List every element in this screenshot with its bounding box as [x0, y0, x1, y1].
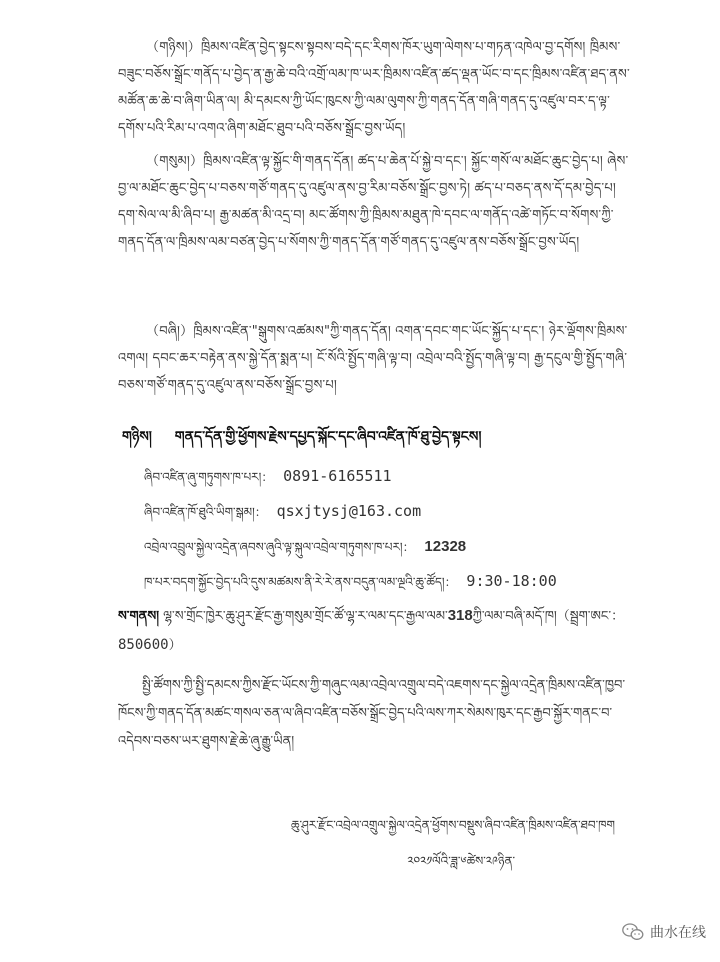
postal-code: 850600 [118, 637, 169, 653]
closing-paragraph: སྤྱི་ཚོགས་ཀྱི་སྤྱི་དམངས་ཀྱིས་རྫོང་ཡོངས་ཀྱི་གཞུང་ལམ་འབྲེལ་འགྲུལ་བདེ་འཇགས་དང་སྐྱེལ་འདྲེན་ཁྲིམས་འཛིན་ཁྱབ་ཁོངས་ཀྱི་གནད་དོན་མཚང་གསལ་ཅན་ལ་ཞིབ་འཛིན་བཅོས་སྒྲོང་བྱེད་པའི་ལས་ཀར་སེམས་ཁུར་དང་རྒྱབ་སྐྱོར་གནང་བ་འདེབས་བཅས་ཡར་ཐུགས་རྗེ་ཆེ་ཞུ་རྒྱུ་ཡིན། [118, 678, 626, 749]
contact-row-email: ཞིབ་འཛིན་ཁོ་ཐུའི་ཡིག་སྒམ།： qsxjtysj@163.com [144, 502, 422, 520]
contact-row-hours: ཁ་པར་བདག་སྐྱོང་བྱེད་པའི་དུས་མཚམས་ནི་རེ་རེ་ནས་བདུན་ལམ་ལྔའི་ཆུ་ཚོད།： 9:30-18:00 [144, 572, 557, 590]
phone-number[interactable]: 0891-6165511 [283, 467, 392, 485]
contact-label: ཞིབ་འཛིན་ཁོ་ཐུའི་ཡིག་སྒམ། [144, 505, 255, 519]
contact-row-hotline: འབྲེལ་འབྲུལ་སྐྱེལ་འདྲེན་ཞབས་ཞུའི་ལྟ་སྐུལ་འབྲེལ་གཏུགས་ཁ་པར།： 12328 [144, 538, 467, 555]
address-text-end: ཀྱི་ལམ་བཞི་མདོ་ཁ།（སྦྲག་ཨང་： [472, 609, 625, 624]
section-heading [122, 420, 481, 460]
signature-organization: ཆུ་ཤུར་རྫོང་འབྲེལ་འགྲུལ་སྐྱེལ་འདྲེན་ཕྱོགས་བསྡུས་ཞིབ་འཛིན་ཁྲིམས་འཛིན་ཐབ་ཁག [290, 818, 615, 832]
address-text-start: ལྷ་ས་གྲོང་ཁྱེར་ཆུ་ཤུར་རྫོང་རྒྱ་གསུམ་གྲོང་ཚོ་ལྷ་ར་ལམ་དང་རྒྱལ་ལམ་ [163, 609, 448, 624]
section-title: གནད་དོན་གྱི་ཕྱོགས་རྗེས་དཔྱད་སྐོང་དང་ཞིབ་འཛིན་ཁོ་ཐུ་བྱེད་སྟངས། [174, 429, 482, 445]
email-address[interactable]: qsxjtysj@163.com [276, 502, 422, 520]
watermark [622, 922, 706, 942]
contact-row-phone: ཞིབ་འཛིན་ཞུ་གཏུགས་ཁ་པར།： 0891-6165511 [144, 467, 392, 485]
signature-date: ༢༠༢༡ལོའི་ཟླ་༦ཚེས་༢༩ཉིན་ [407, 854, 515, 868]
contact-label: ཞིབ་འཛིན་ཞུ་གཏུགས་ཁ་པར། [144, 470, 262, 484]
road-number: 318 [447, 607, 473, 624]
address-block [118, 602, 638, 660]
wechat-icon [622, 923, 644, 941]
paragraph-3: （གསུམ།）ཁྲིམས་འཛིན་ལྟ་སྐྱོང་གི་གནད་དོན། ཚད་པ་ཆེན་པོ་སྐྱེ་བ་དང་། སྐྱོང་གསོ་ལ་མཐོང་ཆུང་བྱེད་པ། ཞེས་བྱ་ལ་མཐོང་ཆུང་བྱེད་པ་བཅས་གཙོ་གནད་དུ་འཛུལ་ནས་བྱ་རིམ་བཅོས་སྒྲོང་བྱས་ཏེ། ཚད་པ་བཅད་ནས་དོ་དམ་བྱེད་པ། དག་སེལ་ལ་མི་ཞིབ་པ། རྒྱ་མཚན་མི་འདྲ་བ། མང་ཚོགས་ཀྱི་ཁྲིམས་མཐུན་ཁེ་དབང་ལ་གནོད་འཚེ་གཏོང་བ་སོགས་ཀྱི་གནད་དོན་ལ་ཁྲིམས་ལམ་བཙན་བྱེད་པ་སོགས་ཀྱི་གནད་དོན་གཙོ་གནད་དུ་འཛུལ་ནས་བཅོས་སྒྲོང་བྱས་ཡོད། [118, 154, 629, 250]
address-label: ས་གནས། [118, 609, 159, 624]
watermark-text: 曲水在线 [650, 925, 706, 941]
office-hours: 9:30-18:00 [466, 572, 557, 590]
address-close: ） [168, 638, 182, 653]
contact-label: ཁ་པར་བདག་སྐྱོང་བྱེད་པའི་དུས་མཚམས་ནི་རེ་རེ་ནས་བདུན་ལམ་ལྔའི་ཆུ་ཚོད། [144, 575, 445, 589]
section-number: གཉིས། [122, 429, 152, 445]
paragraph-4: （བཞི།）ཁྲིམས་འཛིན་"སྒུགས་འཚམས"ཀྱི་གནད་དོན། འགན་དབང་གང་ཡོང་སྐྱོད་པ་དང་། ཉེར་ལྡོགས་ཁྲིམས་འགལ། དབང་ཆར་བརྟེན་ནས་སྐྱེ་དོན་སྨན་པ། ངོ་སོའི་སྤྱོད་གཞི་ལྟ་བ། འབྲེལ་བའི་སྤྱོད་གཞི་ལྟ་བ། རྒྱ་དངུལ་གྱི་སྤྱོད་གཞི་བཅས་གཙོ་གནད་དུ་འཛུལ་ནས་བཅོས་སྒྲོང་བྱས་པ། [118, 324, 628, 393]
hotline-number[interactable]: 12328 [424, 538, 467, 555]
paragraph-2: （གཉིས།）ཁྲིམས་འཛིན་བྱེད་སྟངས་སྟབས་བདེ་དང་རིགས་ཁོར་ཡུག་ལེགས་པ་གཏན་འཁེལ་བྱ་དགོས། ཁྲིམས་བཟུང་བཅོས་སྒྲོང་གནོད་པ་བྱེད་ན་རྒྱ་ཆེ་བའི་འགྲོ་ལམ་ཁ་ཡར་ཁྲིམས་འཛིན་ཚད་ལྡན་ཡོང་བ་དང་ཁྲིམས་འཛིན་ཐད་ནས་མཚོན་ཆ་ཆེ་བ་ཞིག་ཡིན་ལ། མི་དམངས་ཀྱི་ཡོང་ཁུངས་ཀྱི་ལམ་ལུགས་ཀྱི་གནད་དོན་གཞི་གནད་དུ་འཛུལ་བར་ད་ལྟ་དགོས་པའི་རིམ་པ་འགའ་ཞིག་མཐོང་ཐུབ་པའི་བཅོས་སྒྲོང་བྱས་ཡོད། [118, 40, 630, 136]
contact-label: འབྲེལ་འབྲུལ་སྐྱེལ་འདྲེན་ཞབས་ཞུའི་ལྟ་སྐུལ་འབྲེལ་གཏུགས་ཁ་པར། [144, 540, 403, 554]
